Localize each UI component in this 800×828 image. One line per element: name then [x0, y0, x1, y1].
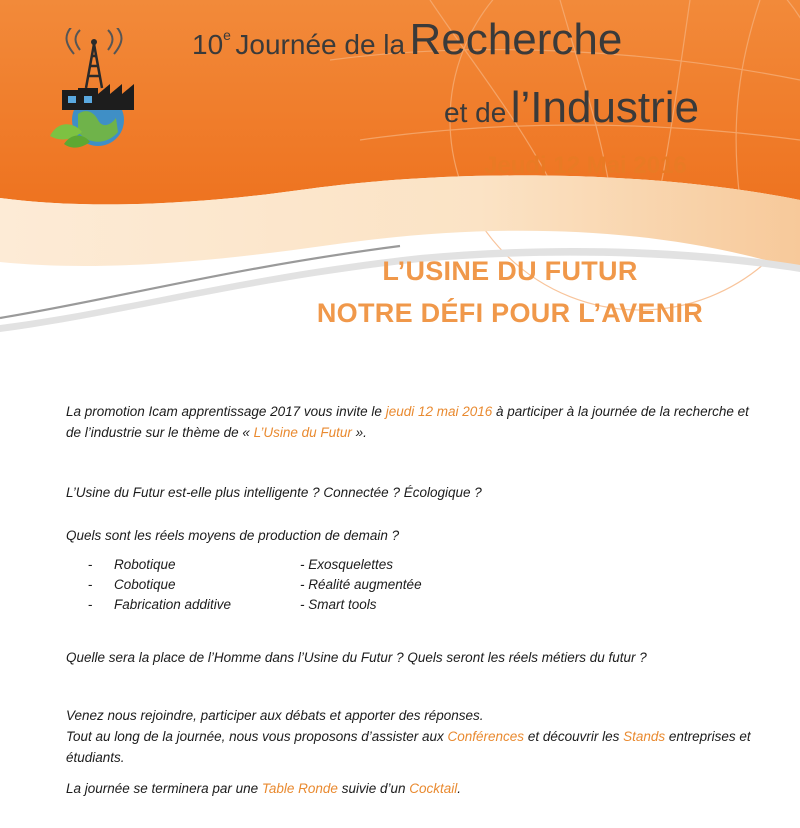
- list-right: - Exosquelettes: [300, 557, 394, 572]
- join-text: entreprises et étudiants.: [66, 729, 751, 765]
- closing-paragraph: [66, 778, 756, 799]
- closing-text: suivie d’un: [337, 781, 410, 796]
- industrie-label: l’Industrie: [510, 83, 700, 132]
- closing-text: .: [457, 781, 462, 796]
- headline-line2: NOTRE DÉFI POUR L’AVENIR: [316, 298, 704, 328]
- intro-theme: L’Usine du Futur: [253, 425, 352, 440]
- et-de-label: et de: [444, 97, 507, 128]
- list-left: Cobotique: [114, 577, 176, 592]
- list-dash: -: [88, 557, 93, 572]
- closing-text: La journée se terminera par une: [66, 781, 262, 796]
- intro-paragraph: [66, 401, 756, 443]
- conferences-highlight: Conférences: [447, 729, 525, 744]
- list-item: [88, 557, 588, 577]
- event-title-line2: [444, 83, 700, 132]
- headline-line1: L’USINE DU FUTUR: [382, 256, 638, 286]
- journee-label: Journée de la: [235, 29, 406, 60]
- list-dash: -: [88, 577, 93, 592]
- recherche-label: Recherche: [409, 15, 623, 64]
- question-3: Quelle sera la place de l’Homme dans l’Usine du Futur ? Quels seront les réels métiers du futur ?: [66, 650, 647, 665]
- edition-number: 10: [192, 29, 224, 60]
- list-right: - Réalité augmentée: [300, 577, 422, 592]
- list-left: Fabrication additive: [114, 597, 232, 612]
- list-dash: -: [88, 597, 93, 612]
- list-item: [88, 597, 588, 617]
- event-title-line1: [192, 15, 623, 64]
- intro-text: ».: [351, 425, 367, 440]
- event-date: Jeudi 12 Mai 2016: [484, 152, 687, 179]
- cocktail-highlight: Cocktail: [409, 781, 458, 796]
- join-line1: Venez nous rejoindre, participer aux débats et apporter des réponses.: [66, 708, 484, 723]
- table-ronde-highlight: Table Ronde: [261, 781, 338, 796]
- edition-ordinal: e: [223, 27, 231, 43]
- intro-text: La promotion Icam apprentissage 2017 vous invite le: [66, 404, 386, 419]
- join-text: Tout au long de la journée, nous vous proposons d’assister aux: [66, 729, 448, 744]
- intro-date: jeudi 12 mai 2016: [385, 404, 493, 419]
- list-right: - Smart tools: [300, 597, 377, 612]
- list-item: [88, 577, 588, 597]
- stands-highlight: Stands: [623, 729, 666, 744]
- question-2: Quels sont les réels moyens de production de demain ?: [66, 528, 400, 543]
- question-1: L’Usine du Futur est-elle plus intelligente ? Connectée ? Écologique ?: [66, 485, 482, 500]
- production-means-list: [88, 557, 588, 617]
- intro-text: à participer à la journée de la recherche et de l’industrie sur le thème de «: [66, 404, 749, 440]
- join-text: et découvrir les: [524, 729, 624, 744]
- list-left: Robotique: [114, 557, 176, 572]
- join-paragraph: [66, 705, 756, 768]
- factory-globe-logo: [38, 28, 148, 158]
